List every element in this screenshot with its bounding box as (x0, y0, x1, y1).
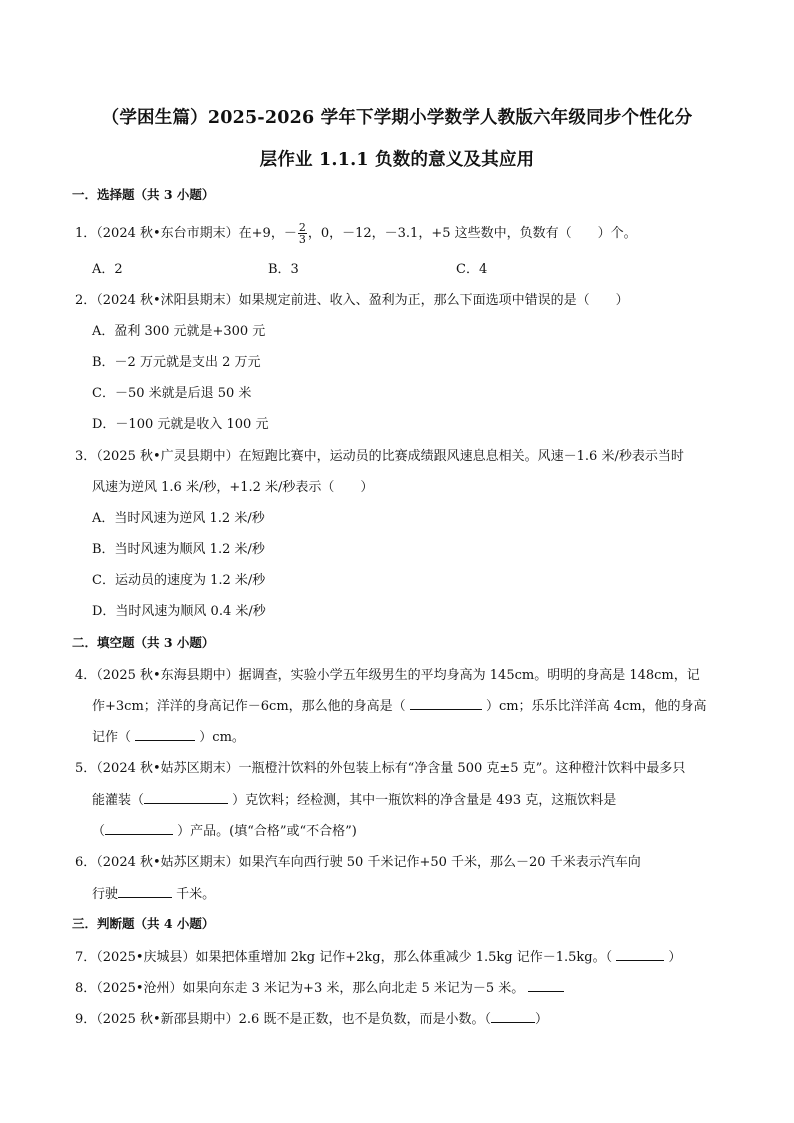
question-4-line-1: 4．（2025 秋•东海县期中）据调查，实验小学五年级男生的平均身高为 145cm。明明的身高是 148cm，记 (75, 668, 700, 683)
question-2-option-d: D．－100 元就是收入 100 元 (92, 417, 269, 432)
question-2: 2．（2024 秋•沭阳县期末）如果规定前进、收入、盈利为正，那么下面选项中错误的是（ ） (75, 293, 629, 308)
question-3-option-c: C．运动员的速度为 1.2 米/秒 (92, 573, 266, 588)
question-1-option-a: A．2 (92, 262, 123, 277)
answer-blank[interactable] (616, 948, 664, 961)
question-3-line-1: 3．（2025 秋•广灵县期中）在短跑比赛中，运动员的比赛成绩跟风速息息相关。风速－1.6 米/秒表示当时 (75, 449, 684, 464)
question-3-option-a: A．当时风速为逆风 1.2 米/秒 (92, 511, 265, 526)
question-5-line-1: 5．（2024 秋•姑苏区期末）一瓶橙汁饮料的外包装上标有“净含量 500 克±5 克”。这种橙汁饮料中最多只 (75, 761, 686, 776)
question-9: 9．（2025 秋•新邵县期中）2.6 既不是正数，也不是负数，而是小数。（ ） (75, 1012, 548, 1027)
question-5-line-3: （ ）产品。(填“合格”或“不合格”) (92, 824, 357, 839)
section-judge: 三．判断题（共 4 小题） (72, 916, 215, 931)
answer-blank[interactable] (105, 822, 173, 835)
question-3-option-b: B．当时风速为顺风 1.2 米/秒 (92, 542, 265, 557)
question-5-line-2: 能灌装（ ）克饮料；经检测，其中一瓶饮料的净含量是 493 克，这瓶饮料是 (92, 793, 617, 808)
answer-blank[interactable] (118, 885, 172, 898)
question-2-option-b: B．－2 万元就是支出 2 万元 (92, 355, 261, 370)
question-3-option-d: D．当时风速为顺风 0.4 米/秒 (92, 604, 266, 619)
question-4-line-2: 作+3cm；洋洋的身高记作－6cm，那么他的身高是（ ）cm；乐乐比洋洋高 4cm，他的身高 (92, 699, 707, 714)
question-6-line-2: 行驶 千米。 (92, 887, 216, 902)
question-1-option-b: B．3 (268, 262, 299, 277)
answer-blank[interactable] (410, 697, 482, 710)
question-7: 7．（2025•庆城县）如果把体重增加 2kg 记作+2kg，那么体重减少 1.5kg 记作－1.5kg。（ ） (75, 950, 682, 965)
answer-blank[interactable] (144, 791, 228, 804)
question-6-line-1: 6．（2024 秋•姑苏区期末）如果汽车向西行驶 50 千米记作+50 千米，那么－20 千米表示汽车向 (75, 855, 641, 870)
question-1 (75, 222, 637, 245)
question-1-option-c: C．4 (456, 262, 488, 277)
title-line-1: （学困生篇）2025-2026 学年下学期小学数学人教版六年级同步个性化分 (101, 108, 693, 128)
answer-blank[interactable] (491, 1010, 535, 1023)
title-line-2: 层作业 1.1.1 负数的意义及其应用 (259, 150, 535, 170)
answer-blank[interactable] (135, 728, 195, 741)
answer-blank[interactable] (528, 979, 564, 992)
section-fill: 二．填空题（共 3 小题） (72, 635, 215, 650)
fraction: $\frac{2}{3}$ (298, 221, 306, 246)
question-1-pre: 1．（2024 秋•东台市期末）在+9，－ (75, 226, 297, 241)
question-1-post: ，0，－12，－3.1，+5 这些数中，负数有（ ）个。 (307, 226, 637, 241)
question-2-option-a: A．盈利 300 元就是+300 元 (92, 324, 266, 339)
question-8: 8．（2025•沧州）如果向东走 3 米记为+3 米，那么向北走 5 米记为－5 米。 (75, 977, 564, 996)
question-4-line-3: 记作（ ）cm。 (92, 730, 245, 745)
section-choice: 一．选择题（共 3 小题） (72, 187, 215, 202)
question-3-line-2: 风速为逆风 1.6 米/秒，+1.2 米/秒表示（ ） (92, 480, 374, 495)
question-2-option-c: C．－50 米就是后退 50 米 (92, 386, 252, 401)
